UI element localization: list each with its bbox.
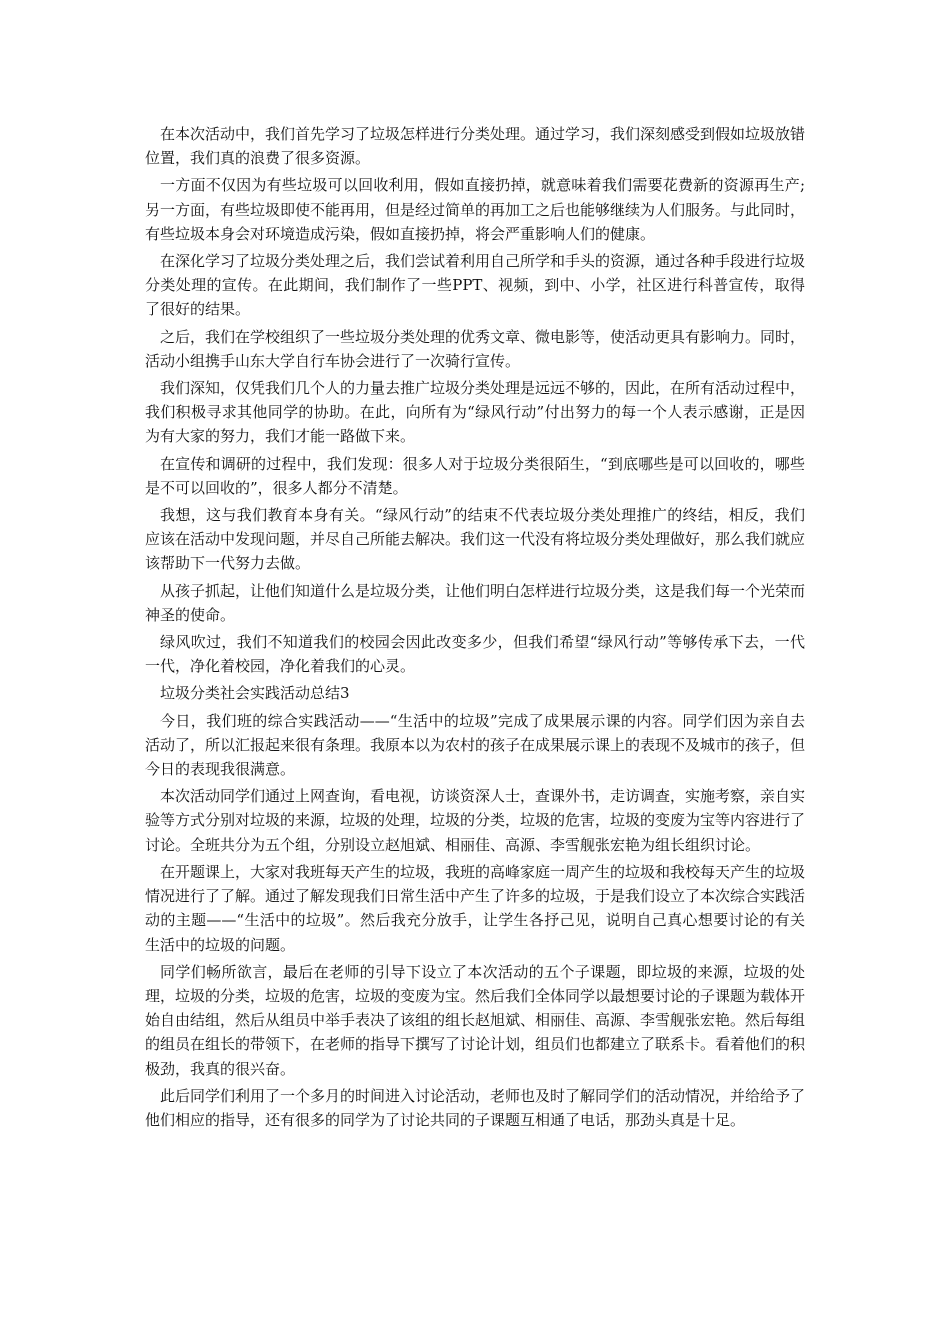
paragraph-2: 一方面不仅因为有些垃圾可以回收利用，假如直接扔掉，就意味着我们需要花费新的资源再生产;另一方面，有些垃圾即使不能再用，但是经过简单的再加工之后也能够继续为人们服务。与此同时，有些垃圾本身会对环境造成污染，假如直接扔掉，将会严重影响人们的健康。 [145,176,806,243]
paragraph-1: 在本次活动中，我们首先学习了垃圾怎样进行分类处理。通过学习，我们深刻感受到假如垃圾放错位置，我们真的浪费了很多资源。 [145,125,806,168]
paragraph-9: 绿风吹过，我们不知道我们的校园会因此改变多少，但我们希望“绿风行动”等够传承下去，一代一代，净化着校园，净化着我们的心灵。 [145,633,805,676]
paragraph-7: 我想，这与我们教育本身有关。“绿风行动”的结束不代表垃圾分类处理推广的终结，相反，我们应该在活动中发现问题，并尽自己所能去解决。我们这一代没有将垃圾分类处理做好，那么我们就应该帮助下一代努力去做。 [145,506,806,573]
paragraph-6: 在宣传和调研的过程中，我们发现：很多人对于垃圾分类很陌生，“到底哪些是可以回收的，哪些是不可以回收的”，很多人都分不清楚。 [145,454,805,497]
section-heading: 垃圾分类社会实践活动总结3 [160,684,350,703]
paragraph-4: 之后，我们在学校组织了一些垃圾分类处理的优秀文章、微电影等，使活动更具有影响力。同时，活动小组携手山东大学自行车协会进行了一次骑行宣传。 [145,327,806,370]
paragraph-3: 在深化学习了垃圾分类处理之后，我们尝试着利用自己所学和手头的资源，通过各种手段进行垃圾分类处理的宣传。在此期间，我们制作了一些PPT、视频，到中、小学，社区进行科普宣传，取得了很好的结果。 [145,252,806,319]
paragraph-5: 我们深知，仅凭我们几个人的力量去推广垃圾分类处理是远远不够的，因此，在所有活动过程中，我们积极寻求其他同学的协助。在此，向所有为“绿风行动”付出努力的每一个人表示感谢，正是因为有大家的努力，我们才能一路做下来。 [145,379,806,446]
document-body [145,122,805,1135]
paragraph-14: 此后同学们利用了一个多月的时间进入讨论活动，老师也及时了解同学们的活动情况，并给给予了他们相应的指导，还有很多的同学为了讨论共同的子课题互相通了电话，那劲头真是十足。 [145,1086,806,1129]
paragraph-12: 在开题课上，大家对我班每天产生的垃圾，我班的高峰家庭一周产生的垃圾和我校每天产生的垃圾情况进行了了解。通过了解发现我们日常生活中产生了许多的垃圾，于是我们设立了本次综合实践活动的主题——“生活中的垃圾”。然后我充分放手，让学生各抒己见，说明自己真心想要讨论的有关生活中的垃圾的问题。 [145,862,806,954]
paragraph-11: 本次活动同学们通过上网查询，看电视，访谈资深人士，查课外书，走访调查，实施考察，亲自实验等方式分别对垃圾的来源，垃圾的处理，垃圾的分类，垃圾的危害，垃圾的变废为宝等内容进行了讨论。全班共分为五个组，分别设立赵旭斌、相丽佳、高源、李雪舰张宏艳为组长组织讨论。 [145,787,806,854]
paragraph-8: 从孩子抓起，让他们知道什么是垃圾分类，让他们明白怎样进行垃圾分类，这是我们每一个光荣而神圣的使命。 [145,581,806,624]
paragraph-13: 同学们畅所欲言，最后在老师的引导下设立了本次活动的五个子课题，即垃圾的来源，垃圾的处理，垃圾的分类，垃圾的危害，垃圾的变废为宝。然后我们全体同学以最想要讨论的子课题为载体开始自由结组，然后从组员中举手表决了该组的组长赵旭斌、相丽佳、高源、李雪舰张宏艳。然后每组的组员在组长的带领下，在老师的指导下撰写了讨论计划，组员们也都建立了联系卡。看着他们的积极劲，我真的很兴奋。 [145,962,806,1078]
paragraph-10: 今日，我们班的综合实践活动——“生活中的垃圾”完成了成果展示课的内容。同学们因为亲自去活动了，所以汇报起来很有条理。我原本以为农村的孩子在成果展示课上的表现不及城市的孩子，但今日的表现我很满意。 [145,711,806,779]
